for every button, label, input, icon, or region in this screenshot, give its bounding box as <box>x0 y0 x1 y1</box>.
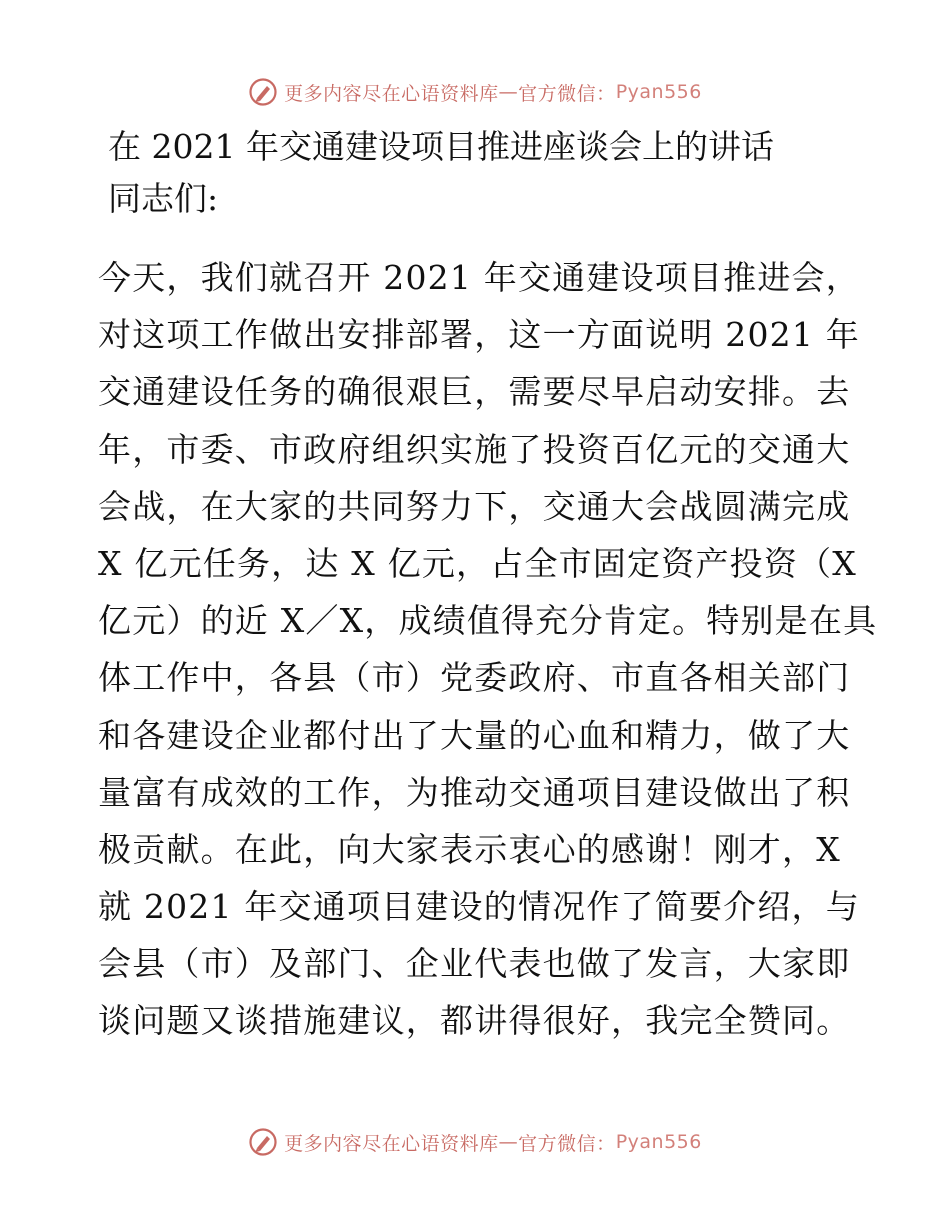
body-line: 交通建设任务的确很艰巨，需要尽早启动安排。去 <box>98 372 851 412</box>
body-line: 极贡献。在此，向大家表示衷心的感谢！刚才，X <box>98 829 841 869</box>
watermark-wechat-id: Pyan556 <box>615 1131 702 1153</box>
watermark-separator: — <box>498 81 519 103</box>
body-line: 对这项工作做出安排部署，这一方面说明 2021 年 <box>98 315 860 355</box>
pen-logo-icon <box>248 1127 278 1157</box>
document-title: 在 2021 年交通建设项目推进座谈会上的讲话 <box>108 127 774 166</box>
body-line: 量富有成效的工作，为推动交通项目建设做出了积 <box>98 772 851 812</box>
body-line: 会县（市）及部门、企业代表也做了发言，大家即 <box>98 944 851 984</box>
watermark-wechat-id: Pyan556 <box>615 81 702 103</box>
footer-watermark <box>0 1122 950 1162</box>
watermark-text: 更多内容尽在心语资料库 <box>284 82 499 105</box>
body-line: 年，市委、市政府组织实施了投资百亿元的交通大 <box>98 429 851 469</box>
body-line: X 亿元任务，达 X 亿元，占全市固定资产投资（X <box>98 543 857 583</box>
body-line: 谈问题又谈措施建议，都讲得很好，我完全赞同。 <box>98 1001 851 1041</box>
body-paragraph <box>98 249 878 1050</box>
watermark-separator: — <box>498 1131 519 1153</box>
watermark-label: 官方微信： <box>518 1132 616 1155</box>
watermark-label: 官方微信： <box>518 82 616 105</box>
watermark-text: 更多内容尽在心语资料库 <box>284 1132 499 1155</box>
body-line: 和各建设企业都付出了大量的心血和精力，做了大 <box>98 715 851 755</box>
salutation: 同志们: <box>108 179 219 218</box>
body-line: 就 2021 年交通项目建设的情况作了简要介绍，与 <box>98 887 860 927</box>
body-line: 今天，我们就召开 2021 年交通建设项目推进会， <box>98 258 860 297</box>
body-line: 体工作中，各县（市）党委政府、市直各相关部门 <box>98 658 851 698</box>
body-line: 会战，在大家的共同努力下，交通大会战圆满完成 <box>98 486 851 526</box>
body-line: 亿元）的近 X／X，成绩值得充分肯定。特别是在具 <box>98 601 878 641</box>
